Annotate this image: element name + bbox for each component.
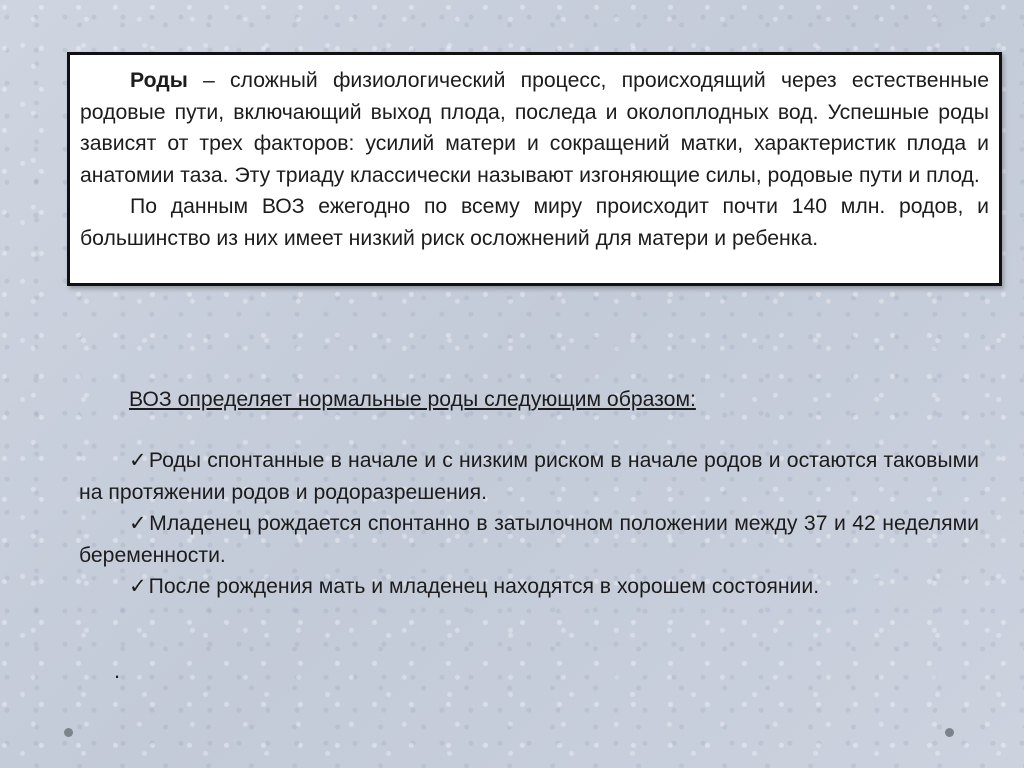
definition-paragraph [80,65,989,191]
definition-box [67,52,1002,286]
bullet-dot-icon [64,728,73,737]
list-item [79,508,979,571]
list-item-text: Роды спонтанные в начале и с низким риском в начале родов и остаются таковыми на протяжении родов и родоразрешения. [79,449,979,504]
bullet-dot-icon [945,728,954,737]
term-bold: Роды [130,69,188,92]
checkmark-icon: ✓ [129,449,147,472]
who-section [79,384,979,603]
list-item-text: Младенец рождается спонтанно в затылочном положении между 37 и 42 неделями беременности. [79,512,979,567]
who-heading: ВОЗ определяет нормальные роды следующим образом: [129,388,696,411]
list-item-text: После рождения мать и младенец находятся в хорошем состоянии. [148,575,820,598]
stray-dot: . [114,658,121,683]
checkmark-icon: ✓ [129,575,147,598]
list-item [79,445,979,508]
statistics-paragraph: По данным ВОЗ ежегодно по всему миру происходит почти 140 млн. родов, и большинство из них имеет низкий риск осложнений для матери и ребенка. [80,195,989,250]
definition-text: – сложный физиологический процесс, происходящий через естественные родовые пути, включающий выход плода, последа и околоплодных вод. Успешные роды зависят от трех факторов: усилий матери и сокращений матки, характеристик плода и анатомии таза. Эту триаду классически называют изгоняющие силы, родовые пути и плод. [80,69,989,187]
checkmark-icon: ✓ [129,512,148,535]
list-item [79,571,979,603]
